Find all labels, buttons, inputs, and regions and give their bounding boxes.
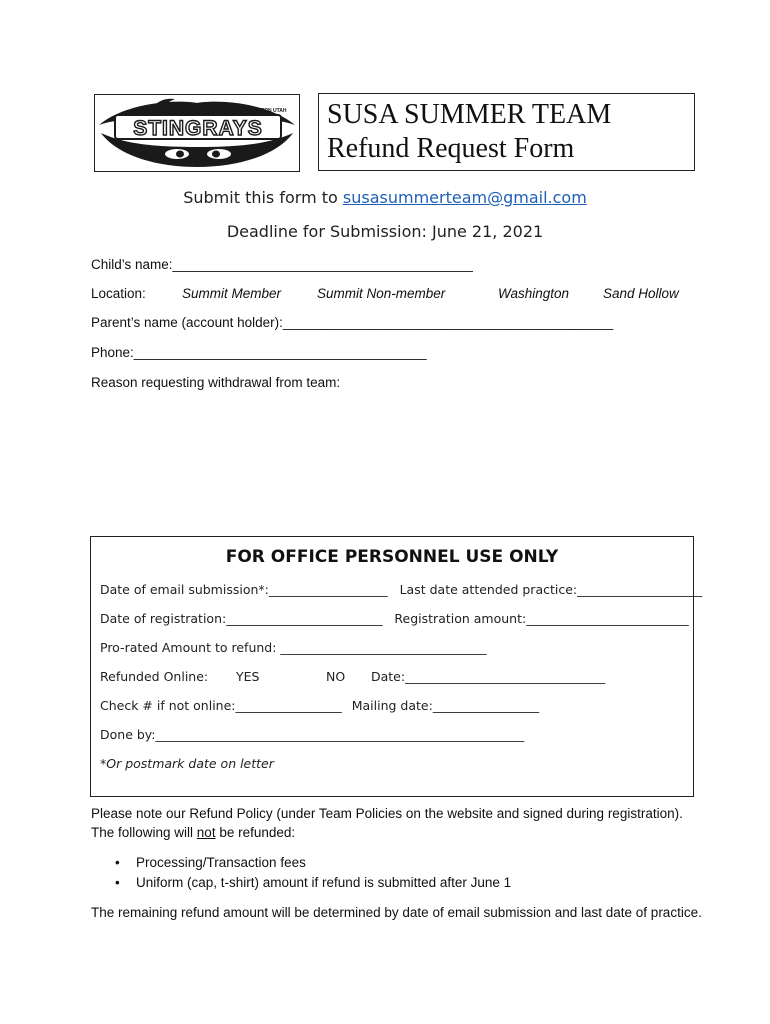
- mailing-date-field[interactable]: Mailing date:_________________: [351, 698, 540, 713]
- last-date-attended-field[interactable]: Last date attended practice:____________________: [399, 582, 703, 597]
- bullet-icon: •: [115, 875, 120, 890]
- postmark-footnote: *Or postmark date on letter: [100, 756, 274, 771]
- parents-name-field[interactable]: Parent’s name (account holder):____________________________________________: [91, 315, 614, 330]
- title-frame: [318, 93, 695, 171]
- office-row-refunded-online: [100, 669, 605, 684]
- deadline-text: Deadline for Submission: June 21, 2021: [226, 222, 544, 241]
- logo-subtext: SOUTHERN UTAH: [243, 108, 287, 114]
- refunded-online-label: Refunded Online:: [100, 669, 209, 684]
- office-use-section: [90, 536, 703, 797]
- date-of-registration-field[interactable]: Date of registration:_________________________: [100, 611, 383, 626]
- prorated-amount-field[interactable]: Pro-rated Amount to refund: _________________________________: [100, 640, 487, 655]
- reason-label: Reason requesting withdrawal from team:: [91, 375, 341, 390]
- reason-answer-area[interactable]: [91, 396, 691, 526]
- office-section-title: FOR OFFICE PERSONNEL USE ONLY: [225, 547, 559, 567]
- refund-policy-text: [91, 804, 691, 842]
- registration-amount-field[interactable]: Registration amount:__________________________: [394, 611, 689, 626]
- submit-prefix: Submit this form to: [183, 188, 343, 207]
- location-option-summit-non-member[interactable]: Summit Non-member: [317, 286, 446, 301]
- policy-closing-text: The remaining refund amount will be determined by date of email submission and last date of practice.: [91, 905, 702, 920]
- childs-name-field[interactable]: Child’s name:________________________________________: [91, 257, 473, 272]
- policy-text-after: be refunded:: [215, 825, 296, 840]
- location-option-washington[interactable]: Washington: [498, 286, 570, 301]
- bullet-icon: •: [115, 855, 120, 870]
- location-option-sand-hollow[interactable]: Sand Hollow: [603, 286, 679, 301]
- date-email-submission-field[interactable]: Date of email submission*:___________________: [100, 582, 388, 597]
- refund-date-field[interactable]: Date:________________________________: [371, 669, 606, 684]
- office-row-dates: [100, 582, 702, 597]
- policy-bullet-item: [115, 855, 306, 870]
- stingrays-logo: [95, 95, 299, 171]
- location-option-summit-member[interactable]: Summit Member: [182, 286, 282, 301]
- logo-wordmark: STINGRAYS: [133, 117, 263, 140]
- location-label: Location:: [91, 286, 146, 301]
- policy-not-emphasis: not: [196, 825, 216, 840]
- policy-text-before: Please note our Refund Policy (under Team Policies on the website and signed during registration). The following will: [91, 806, 683, 840]
- refunded-no-option[interactable]: NO: [326, 669, 346, 684]
- policy-bullet-item: [115, 875, 511, 890]
- policy-bullet-text: Uniform (cap, t-shirt) amount if refund is submitted after June 1: [136, 875, 512, 890]
- done-by-field[interactable]: Done by:___________________________________________________________: [100, 727, 525, 742]
- office-row-registration: [100, 611, 689, 626]
- office-row-check: [100, 698, 539, 713]
- form-title-line-2: Refund Request Form: [327, 133, 575, 164]
- check-number-field[interactable]: Check # if not online:_________________: [100, 698, 342, 713]
- logo-frame: [94, 94, 300, 172]
- phone-field[interactable]: Phone:_______________________________________: [91, 345, 427, 360]
- policy-bullet-text: Processing/Transaction fees: [136, 855, 306, 870]
- form-title-line-1: SUSA SUMMER TEAM: [327, 99, 612, 130]
- submit-instruction: [0, 188, 770, 207]
- refunded-yes-option[interactable]: YES: [236, 669, 260, 684]
- submit-email-link[interactable]: susasummerteam@gmail.com: [342, 188, 587, 207]
